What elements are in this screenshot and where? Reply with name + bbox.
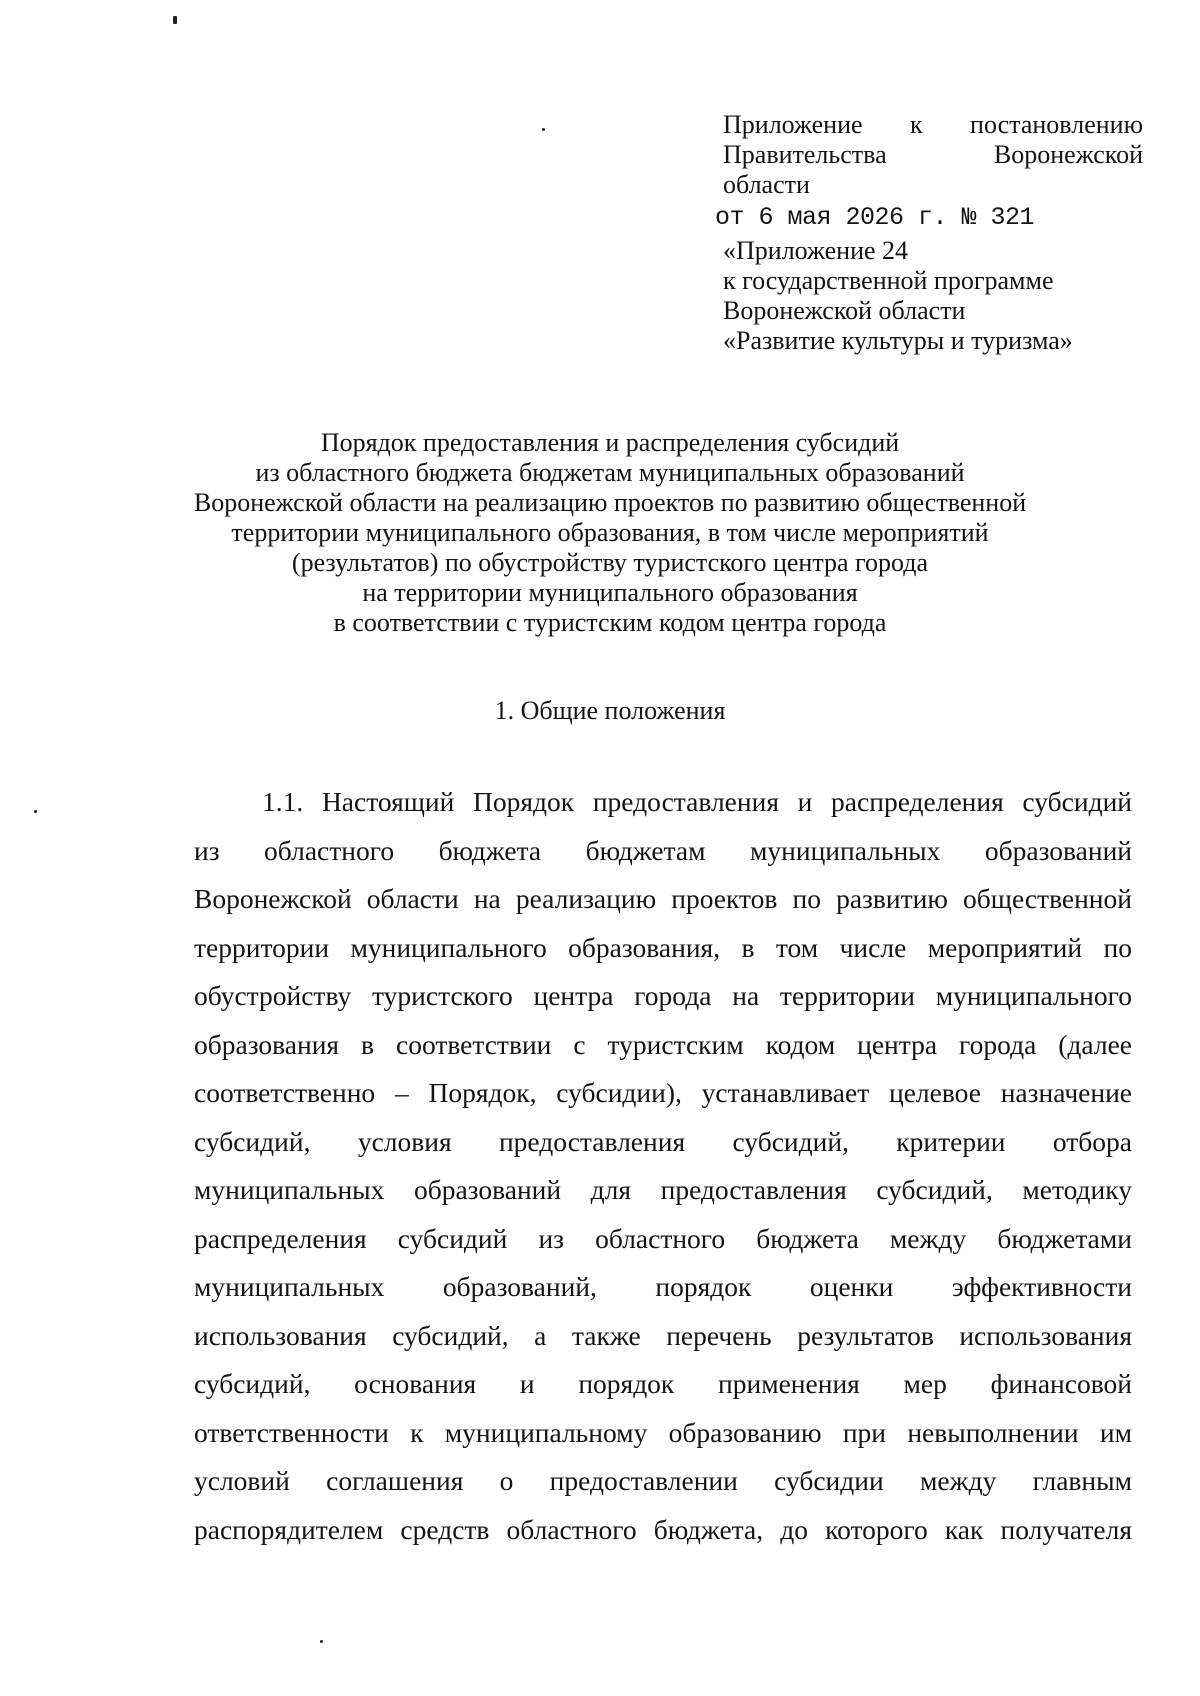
document-title (180, 428, 1040, 638)
paragraph-line: субсидий, основания и порядок применения мер финансовой (194, 1368, 1132, 1399)
scan-speck (173, 16, 177, 24)
approval-date-number: от 6 мая 2026 г. № 321 (715, 203, 1035, 232)
annex-line: к государственной программе (723, 266, 1054, 295)
paragraph-line: территории муниципального образования, в том числе мероприятий по (194, 931, 1132, 963)
paragraph-line: образования в соответствии с туристским кодом центра города (далее (194, 1028, 1132, 1060)
title-line: из областного бюджета бюджетам муниципальных образований (255, 458, 965, 487)
title-line: Воронежской области на реализацию проектов по развитию общественной (193, 488, 1027, 517)
paragraph-1-1 (194, 778, 1132, 1554)
title-line: Порядок предоставления и распределения субсидий (320, 428, 900, 457)
paragraph-line: муниципальных образований, порядок оценки эффективности (194, 1271, 1132, 1302)
annex-line: Воронежской области (723, 296, 966, 325)
paragraph-line: соответственно – Порядок, субсидии), устанавливает целевое назначение (194, 1077, 1132, 1108)
paragraph-line: муниципальных образований для предоставления субсидий, методику (194, 1174, 1132, 1205)
paragraph-line: распорядителем средств областного бюджета, до которого как получателя (194, 1513, 1132, 1545)
annex-line: «Развитие культуры и туризма» (723, 326, 1073, 355)
approval-line: Приложение к постановлению (723, 110, 1143, 139)
paragraph-line: ответственности к муниципальному образованию при невыполнении им (194, 1416, 1132, 1448)
scan-speck (542, 128, 545, 131)
paragraph-line: субсидий, условия предоставления субсидий, критерии отбора (194, 1125, 1132, 1157)
title-line: территории муниципального образования, в том числе мероприятий (231, 518, 989, 547)
approval-line: области (723, 170, 810, 199)
paragraph-line: обустройству туристского центра города на территории муниципального (194, 980, 1132, 1011)
title-line: (результатов) по обустройству туристского центра города (291, 548, 929, 577)
paragraph-line: из областного бюджета бюджетам муниципальных образований (194, 834, 1132, 866)
approval-line: Правительства Воронежской (723, 140, 1143, 169)
paragraph-line: Воронежской области на реализацию проектов по развитию общественной (194, 883, 1132, 914)
annex-line: «Приложение 24 (723, 236, 909, 265)
paragraph-line: распределения субсидий из областного бюджета между бюджетами (194, 1222, 1132, 1254)
approval-block (715, 110, 1143, 356)
section-heading: 1. Общие положения (494, 696, 726, 725)
scan-speck (320, 1640, 323, 1643)
title-line: на территории муниципального образования (362, 578, 858, 607)
paragraph-line: условий соглашения о предоставлении субсидии между главным (194, 1465, 1132, 1496)
paragraph-line: 1.1. Настоящий Порядок предоставления и распределения субсидий (262, 786, 1132, 817)
paragraph-line: использования субсидий, а также перечень результатов использования (194, 1319, 1132, 1351)
scan-speck (34, 810, 37, 813)
title-line: в соответствии с туристским кодом центра города (333, 608, 887, 637)
